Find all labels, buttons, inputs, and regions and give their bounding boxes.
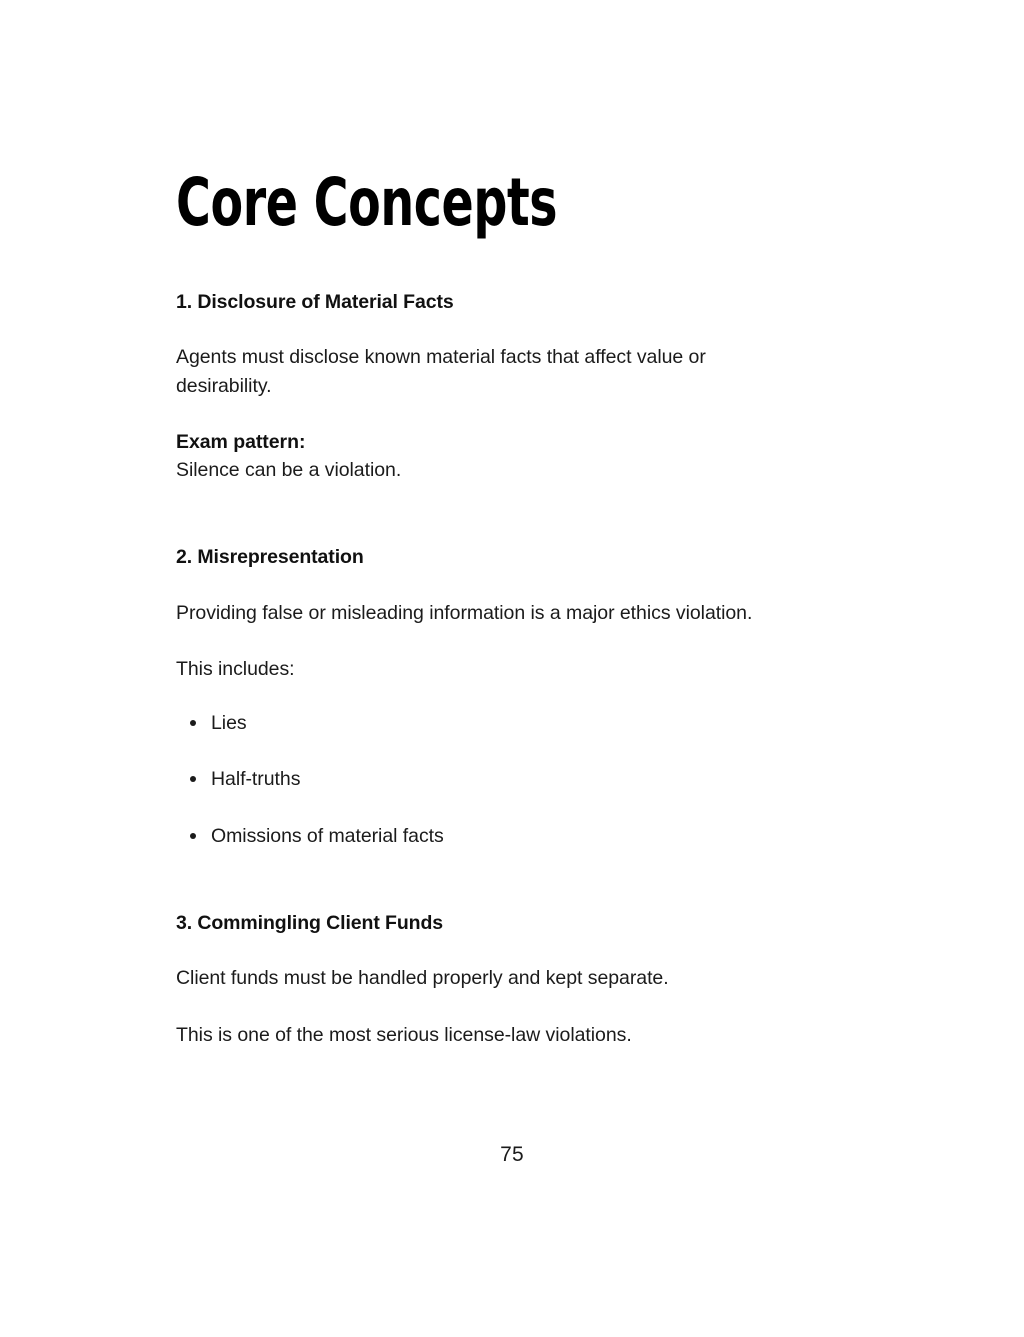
list-item <box>176 709 796 737</box>
section-3-paragraph: Client funds must be handled properly and kept separate. <box>176 967 669 990</box>
section-2-lead-in: This includes: <box>176 657 295 680</box>
list-item-label: Omissions of material facts <box>211 824 444 847</box>
bullet-dot-icon <box>190 833 196 839</box>
exam-pattern-value: Silence can be a violation. <box>176 459 402 482</box>
exam-pattern-block <box>176 428 776 485</box>
section-misrepresentation <box>176 544 796 850</box>
misrepresentation-bullet-list <box>176 709 796 850</box>
section-disclosure <box>176 289 796 484</box>
section-1-paragraph: Agents must disclose known material facts that affect value or desirability. <box>176 346 706 397</box>
exam-pattern-label: Exam pattern: <box>176 430 306 453</box>
section-2-paragraph: Providing false or misleading information is a major ethics violation. <box>176 601 753 624</box>
bullet-dot-icon <box>190 720 196 726</box>
section-commingling <box>176 910 796 1049</box>
list-item-label: Half-truths <box>211 768 301 791</box>
bullet-dot-icon <box>190 776 196 782</box>
section-3-paragraph-2: This is one of the most serious license-law violations. <box>176 1023 632 1046</box>
page-content <box>176 164 796 1049</box>
page-number: 75 <box>500 1143 524 1166</box>
section-heading-1: 1. Disclosure of Material Facts <box>176 291 454 313</box>
list-item <box>176 822 796 850</box>
section-heading-2: 2. Misrepresentation <box>176 546 364 569</box>
page-title: Core Concepts <box>176 164 558 241</box>
section-heading-3: 3. Commingling Client Funds <box>176 912 444 935</box>
list-item <box>176 765 796 793</box>
list-item-label: Lies <box>211 712 247 735</box>
